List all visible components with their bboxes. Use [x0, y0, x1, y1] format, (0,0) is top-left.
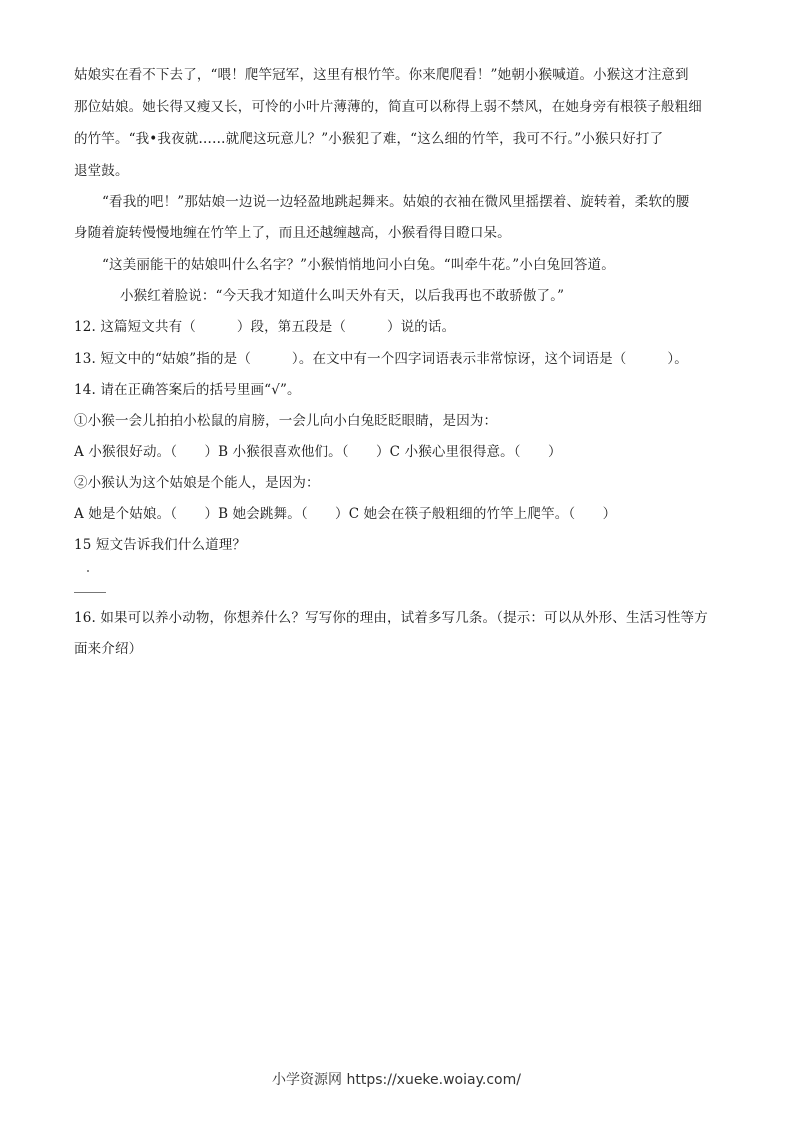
passage-paragraph-1-line-3: 的竹竿。“我•我夜就……就爬这玩意儿？”小猴犯了难，“这么细的竹竿，我可不行。”小猴只好打了	[74, 131, 664, 147]
passage-paragraph-2-line-2: 身随着旋转慢慢地缠在竹竿上了，而且还越缠越高，小猴看得目瞪口呆。	[74, 225, 511, 241]
question-12: 12. 这篇短文共有（ ）段，第五段是（ ）说的话。	[74, 319, 456, 335]
question-14-part-1-options: A 小猴很好动。（ ）B 小猴很喜欢他们。（ ）C 小猴心里很得意。（ ）	[74, 444, 562, 460]
passage-paragraph-4: 小猴红着脸说：“今天我才知道什么叫天外有天，以后我再也不敢骄傲了。”	[120, 288, 565, 304]
question-14-part-2: ②小猴认为这个姑娘是个能人，是因为：	[74, 475, 320, 491]
question-13: 13. 短文中的“姑娘”指的是（ ）。在文中有一个四字词语表示非常惊讶，这个词语是（ ）。	[74, 351, 688, 367]
passage-paragraph-1-line-4: 退堂鼓。	[74, 163, 129, 179]
answer-line	[74, 592, 106, 593]
question-16-line-2: 面来介绍）	[74, 641, 143, 657]
stray-mark	[87, 570, 89, 572]
passage-paragraph-3: “这美丽能干的姑娘叫什么名字？”小猴悄悄地问小白兔。“叫牵牛花。”小白兔回答道。	[102, 257, 615, 273]
question-14-part-1: ①小猴一会儿拍拍小松鼠的肩膀，一会儿向小白兔眨眨眼睛，是因为：	[74, 413, 498, 429]
footer-watermark: 小学资源网 https://xueke.woiay.com/	[272, 1072, 521, 1088]
question-16-line-1: 16. 如果可以养小动物，你想养什么？写写你的理由，试着多写几条。（提示：可以从外形、生活习性等方	[74, 610, 708, 626]
question-15: 15 短文告诉我们什么道理？	[74, 537, 247, 553]
question-14: 14. 请在正确答案后的括号里画“√”。	[74, 382, 301, 398]
passage-paragraph-1-line-1: 姑娘实在看不下去了，“喂！爬竿冠军，这里有根竹竿。你来爬爬看！”她朝小猴喊道。小猴这才注意到	[74, 67, 689, 83]
question-14-part-2-options: A 她是个姑娘。（ ）B 她会跳舞。（ ）C 她会在筷子般粗细的竹竿上爬竿。（ ）	[74, 506, 617, 522]
passage-paragraph-2-line-1: “看我的吧！”那姑娘一边说一边轻盈地跳起舞来。姑娘的衣袖在微风里摇摆着、旋转着，柔软的腰	[102, 194, 690, 210]
passage-paragraph-1-line-2: 那位姑娘。她长得又瘦又长，可怜的小叶片薄薄的，简直可以称得上弱不禁风，在她身旁有根筷子般粗细	[74, 99, 702, 115]
